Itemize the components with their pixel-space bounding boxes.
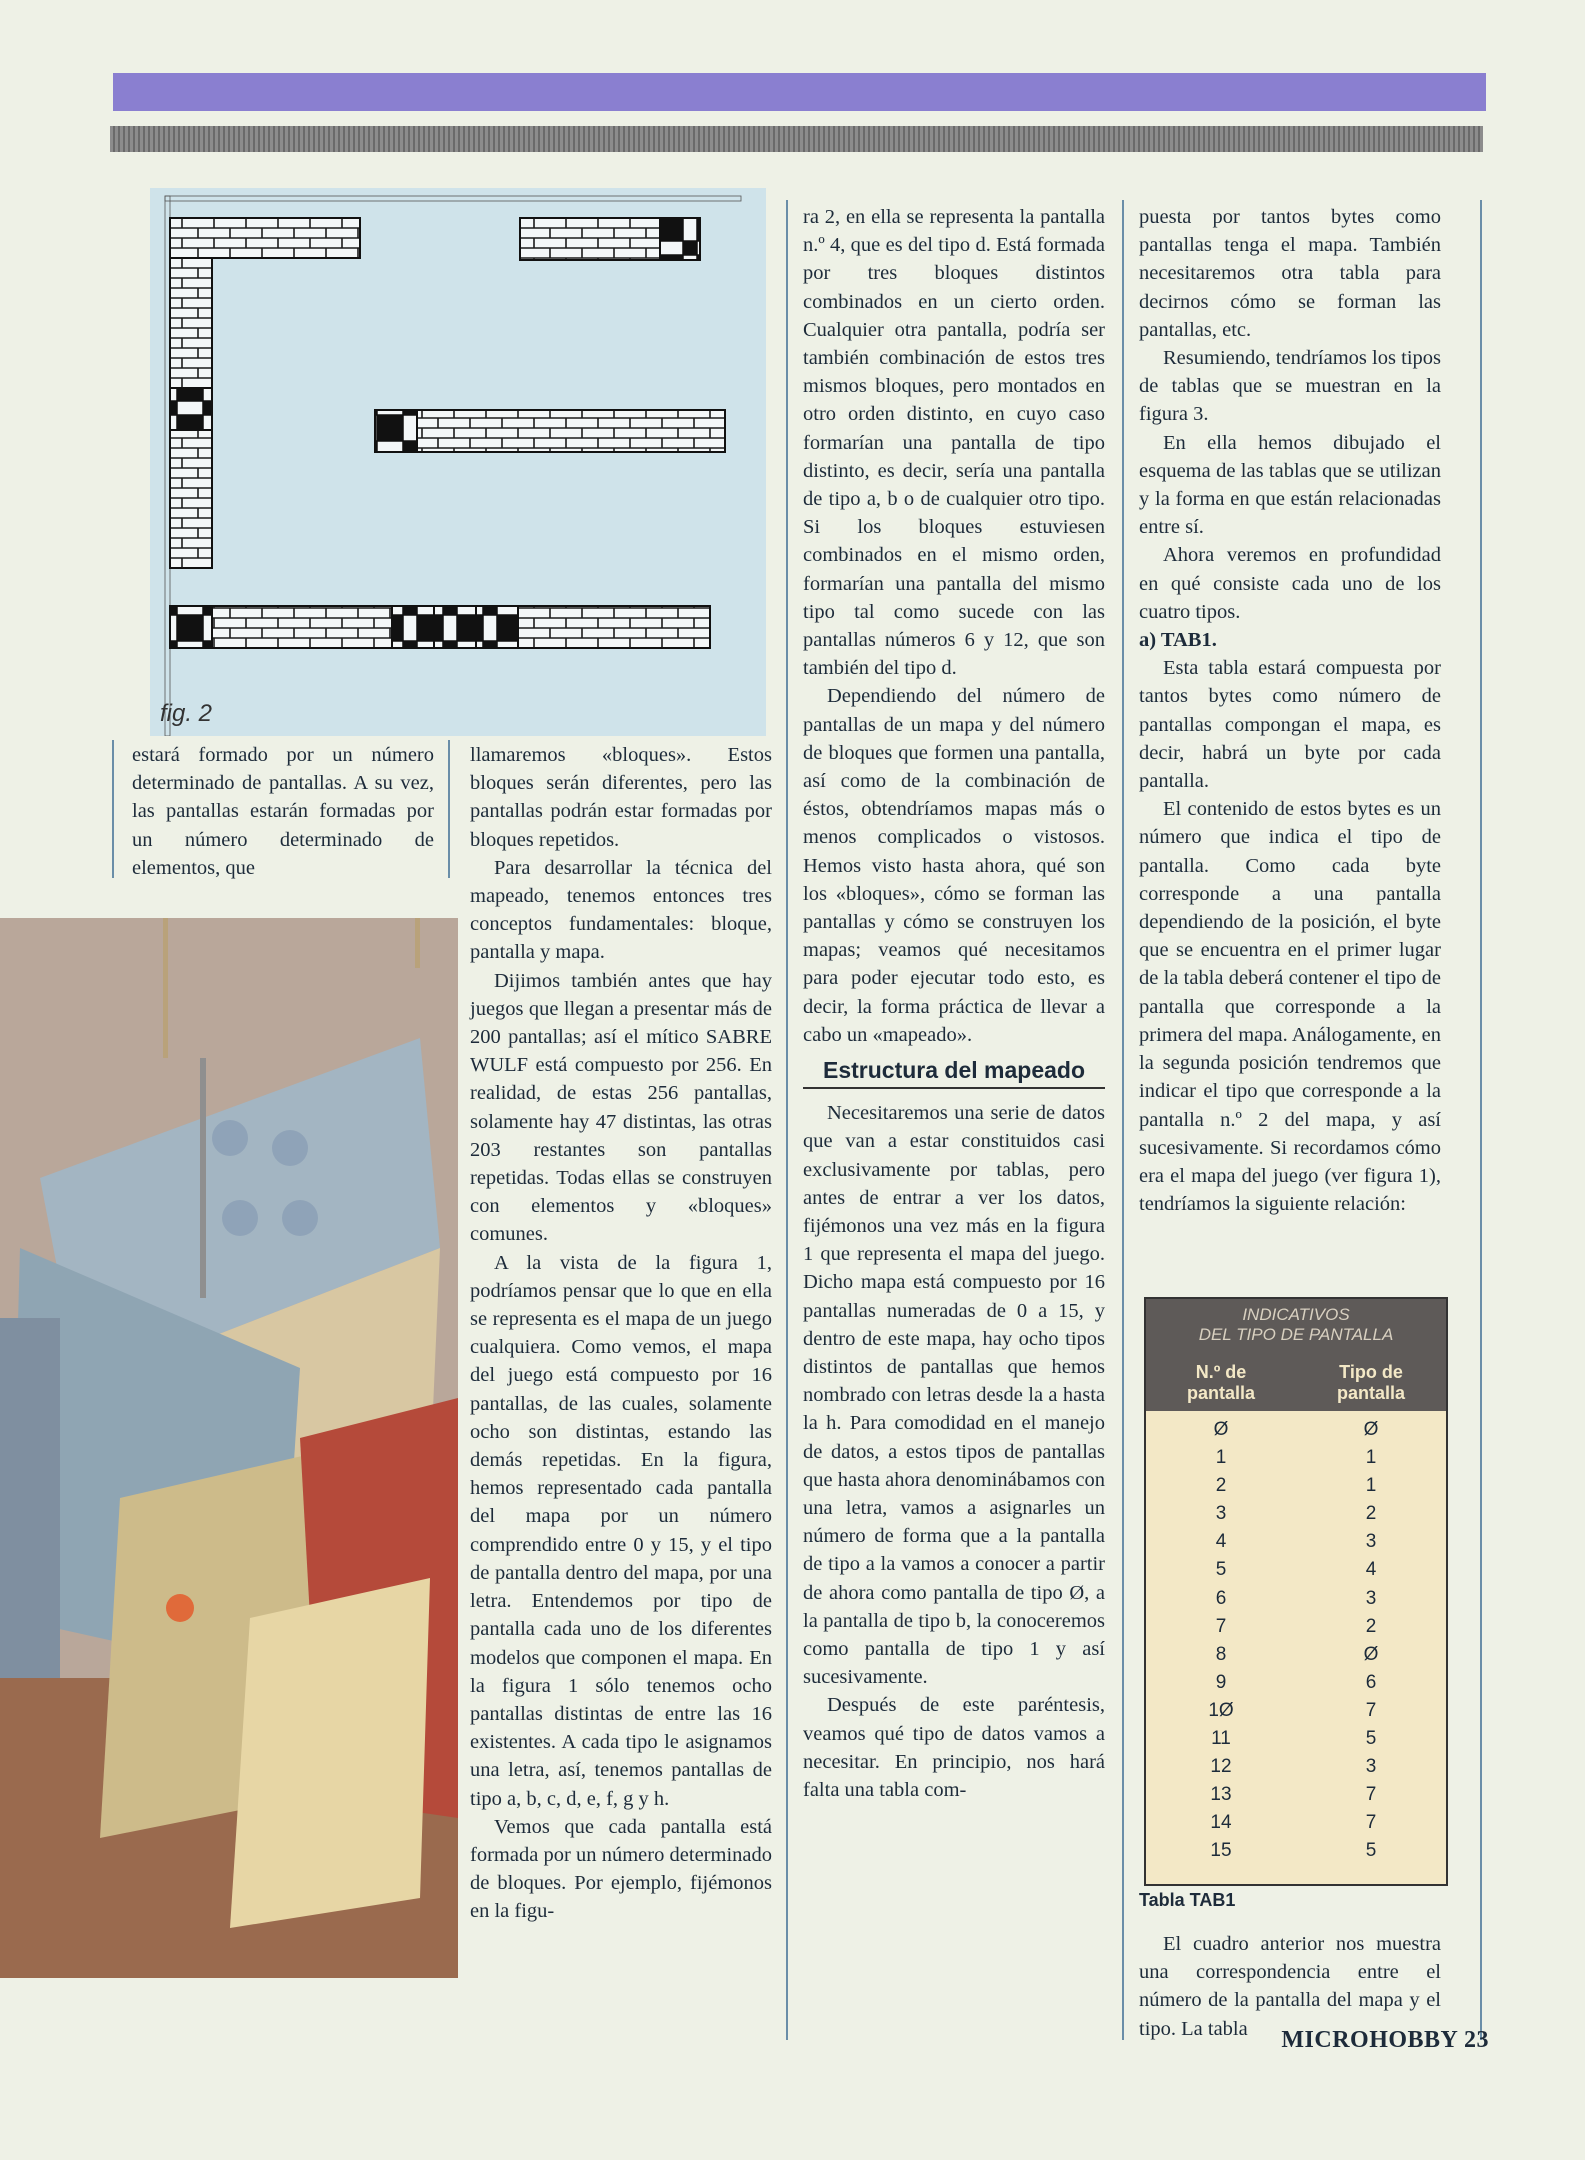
- header-line: pantalla: [1336, 1383, 1406, 1403]
- table-row: [1146, 1447, 1446, 1475]
- paragraph: Después de este paréntesis, veamos qué tipo de datos vamos a necesitar. En principio, nos hará falta una tabla com-: [803, 1694, 1105, 1801]
- table-row: [1146, 1559, 1446, 1587]
- cell-screen-type: 3: [1365, 1531, 1377, 1553]
- cell-screen-type: 6: [1365, 1671, 1377, 1693]
- cell-screen-number: 1Ø: [1208, 1699, 1234, 1721]
- cell-screen-number: 3: [1215, 1503, 1227, 1525]
- column-4-continued: [1139, 1930, 1441, 2043]
- paragraph: llamaremos «bloques». Estos bloques serán diferentes, pero las pantallas podrán estar formadas por bloques repetidos.: [470, 744, 772, 851]
- paragraph: puesta por tantos bytes como pantallas tenga el mapa. También necesitaremos otra tabla para decirnos cómo se forman las pantallas, etc.: [1139, 206, 1441, 341]
- figure-label: fig. 2: [160, 700, 213, 727]
- table-caption: Tabla TAB1: [1139, 1890, 1236, 1910]
- paragraph: Necesitaremos una serie de datos que van a estar constituidos casi exclusivamente por tablas, pero antes de entrar a ver los datos, fijémonos una vez más en la figura 1 que representa el mapa del juego. Dicho mapa está compuesto por 16 pantallas numeradas de 0 a 15, y dentro de este mapa, hay ocho tipos distintos de pantallas que hemos nombrado con letras desde la a hasta la h. Para comodidad en el manejo de datos, a estos tipos de pantallas que hasta ahora denominábamos con una letra, vamos a asignarles un número de forma que a la pantalla de tipo a la vamos a conocer a partir de ahora como pantalla de tipo Ø, a la pantalla de tipo b, la conoceremos como pantalla de tipo 1 y así sucesivamente.: [803, 1102, 1105, 1689]
- cell-screen-number: 13: [1210, 1784, 1232, 1806]
- header-line: pantalla: [1186, 1383, 1256, 1403]
- cell-screen-type: 7: [1365, 1784, 1377, 1806]
- cell-screen-type: 3: [1365, 1587, 1377, 1609]
- cell-screen-type: 5: [1365, 1728, 1377, 1750]
- cell-screen-number: 8: [1215, 1643, 1227, 1665]
- paragraph: Dijimos también antes que hay juegos que llegan a presentar más de 200 pantallas; así el mítico SABRE WULF está compuesto por 256. En realidad, de estas 256 pantallas, solamente hay 47 distintas, las otras 203 restantes son pantallas repetidas. Todas ellas se construyen con elementos y «bloques» comunes.: [470, 969, 772, 1246]
- paragraph: En ella hemos dibujado el esquema de las tablas que se utilizan y la forma en que están relacionadas entre sí.: [1139, 431, 1441, 539]
- table-title-line: DEL TIPO DE PANTALLA: [1198, 1325, 1394, 1344]
- subheading: a) TAB1.: [1139, 629, 1217, 652]
- table-title-line: INDICATIVOS: [1242, 1305, 1350, 1324]
- paragraph: Vemos que cada pantalla está formada por un número determinado de bloques. Por ejemplo, fijémonos en la figu-: [470, 1815, 772, 1923]
- cell-screen-number: 14: [1210, 1812, 1232, 1834]
- column-3: [803, 203, 1105, 1804]
- table-row: [1146, 1700, 1446, 1728]
- column-rule: [1480, 200, 1482, 2040]
- cell-screen-type: 2: [1365, 1615, 1377, 1637]
- column-rule: [1122, 200, 1124, 2040]
- cell-screen-number: 9: [1215, 1671, 1227, 1693]
- cell-screen-number: 7: [1215, 1615, 1227, 1637]
- column-header-screen: [1146, 1362, 1296, 1404]
- page-footer: MICROHOBBY 23: [1281, 2027, 1489, 2053]
- cell-screen-type: 7: [1365, 1812, 1377, 1834]
- table-row: [1146, 1475, 1446, 1503]
- paragraph: Resumiendo, tendríamos los tipos de tablas que se muestran en la figura 3.: [1139, 347, 1441, 426]
- table-row: [1146, 1644, 1446, 1672]
- cell-screen-type: Ø: [1363, 1419, 1379, 1440]
- table-row: [1146, 1616, 1446, 1644]
- cell-screen-number: 1: [1215, 1447, 1227, 1469]
- figure-2-panel: [150, 188, 766, 736]
- header-line: Tipo de: [1339, 1362, 1403, 1382]
- cell-screen-number: 12: [1210, 1756, 1232, 1778]
- column-4: [1139, 203, 1441, 1218]
- paragraph: Dependiendo del número de pantallas de un mapa y del número de bloques que formen una pantalla, así como de la combinación de éstos, obtendríamos mapas más o menos complicados o vistosos. Hemos visto hasta ahora, qué son los «bloques», cómo se forman las pantallas y cómo se construyen los mapas; veamos qué necesitamos para poder ejecutar todo esto, es decir, la forma práctica de llevar a cabo un «mapeado».: [803, 685, 1105, 1046]
- cell-screen-number: 11: [1211, 1728, 1231, 1750]
- cell-screen-type: 7: [1365, 1699, 1377, 1721]
- section-heading: Estructura del mapeado: [803, 1057, 1105, 1089]
- cell-screen-type: 3: [1365, 1756, 1377, 1778]
- paragraph: ra 2, en ella se representa la pantalla n.º 4, que es del tipo d. Está formada por tres bloques distintos combinados en un cierto orden. Cualquier otra pantalla, podría ser también combinación de estos tres mismos bloques, pero montados en otro orden distinto, en cuyo caso formarían una pantalla de tipo distinto, es decir, sería una pantalla de tipo a, b o de cualquier otro tipo. Si los bloques estuviesen combinados en el mismo orden, formarían una pantalla del mismo tipo tal como sucede con las pantallas números 6 y 12, que son también del tipo d.: [803, 206, 1105, 680]
- column-2: [470, 741, 772, 1926]
- illustration-art: [0, 918, 458, 1978]
- cell-screen-type: 1: [1365, 1447, 1377, 1469]
- paragraph: Esta tabla estará compuesta por tantos bytes como número de pantallas compongan el mapa, es decir, habrá un byte por cada pantalla.: [1139, 657, 1441, 793]
- table-title: [1146, 1305, 1446, 1345]
- illustration-hanging-maps: [0, 918, 458, 1978]
- cell-screen-number: Ø: [1213, 1419, 1229, 1440]
- rope: [163, 918, 168, 1058]
- table-header: [1146, 1299, 1446, 1411]
- cell-screen-number: 15: [1210, 1840, 1232, 1862]
- table-row: [1146, 1812, 1446, 1840]
- table-row: [1146, 1672, 1446, 1700]
- cell-screen-number: 4: [1215, 1531, 1227, 1553]
- column-rule: [448, 740, 450, 878]
- table-row: [1146, 1784, 1446, 1812]
- table-row: [1146, 1503, 1446, 1531]
- table-row: [1146, 1419, 1446, 1447]
- table-tab1: [1144, 1297, 1448, 1886]
- column-header-type: [1296, 1362, 1446, 1404]
- paragraph: El contenido de estos bytes es un número que indica el tipo de pantalla. Como cada byte corresponde a una pantalla dependiendo de la posición, el byte que se encuentra en el primer lugar de la tabla deberá contener el tipo de pantalla que corresponde a la primera del mapa. Análogamente, en la segunda posición tendremos que indicar el tipo que corresponde a la pantalla n.º 2 del mapa, y así sucesivamente. Si recordamos cómo era el mapa del juego (ver figura 1), tendríamos la siguiente relación:: [1139, 798, 1441, 1216]
- column-1: [132, 741, 434, 882]
- rope: [415, 918, 420, 968]
- table-row: [1146, 1840, 1446, 1868]
- table-body: [1146, 1411, 1446, 1869]
- cell-screen-type: Ø: [1363, 1643, 1379, 1665]
- table-row: [1146, 1756, 1446, 1784]
- header-line: N.º de: [1195, 1362, 1247, 1382]
- paragraph: estará formado por un número determinado de pantallas. A su vez, las pantallas estarán formadas por un número determinado de elementos, que: [132, 744, 434, 879]
- cell-screen-number: 5: [1215, 1559, 1227, 1581]
- cell-screen-type: 4: [1365, 1559, 1377, 1581]
- table-row: [1146, 1728, 1446, 1756]
- column-rule: [112, 740, 114, 878]
- cell-screen-number: 6: [1215, 1587, 1227, 1609]
- column-rule: [786, 200, 788, 2040]
- paragraph: Para desarrollar la técnica del mapeado, tenemos entonces tres conceptos fundamentales: bloque, pantalla y mapa.: [470, 856, 772, 964]
- paragraph: Ahora veremos en profundidad en qué consiste cada uno de los cuatro tipos.: [1139, 544, 1441, 623]
- cell-screen-number: 2: [1215, 1475, 1227, 1497]
- header-band: [113, 73, 1486, 111]
- table-row: [1146, 1588, 1446, 1616]
- paragraph: El cuadro anterior nos muestra una correspondencia entre el número de la pantalla del mapa y el tipo. La tabla: [1139, 1933, 1441, 2040]
- cell-screen-type: 2: [1365, 1503, 1377, 1525]
- table-row: [1146, 1531, 1446, 1559]
- cell-screen-type: 5: [1365, 1840, 1377, 1862]
- paragraph: A la vista de la figura 1, podríamos pensar que lo que en ella se representa es el mapa de un juego cualquiera. Como vemos, el mapa del juego está compuesto por 16 pantallas, de las cuales, solamente ocho son distintas, estando las demás repetidas. En la figura, hemos representado cada pantalla del mapa por un número comprendido entre 0 y 15, y el tipo de pantalla dentro del mapa, por una letra. Entendemos por tipo de pantalla cada uno de los diferentes modelos que componen el mapa. En la figura 1 sólo tenemos ocho pantallas distintas de entre las 16 existentes. A cada tipo le asignamos una letra, así, tenemos pantallas de tipo a, b, c, d, e, f, g y h.: [470, 1251, 772, 1810]
- figure-2-diagram: [150, 188, 766, 736]
- cell-screen-type: 1: [1365, 1475, 1377, 1497]
- header-stripe: [110, 126, 1483, 152]
